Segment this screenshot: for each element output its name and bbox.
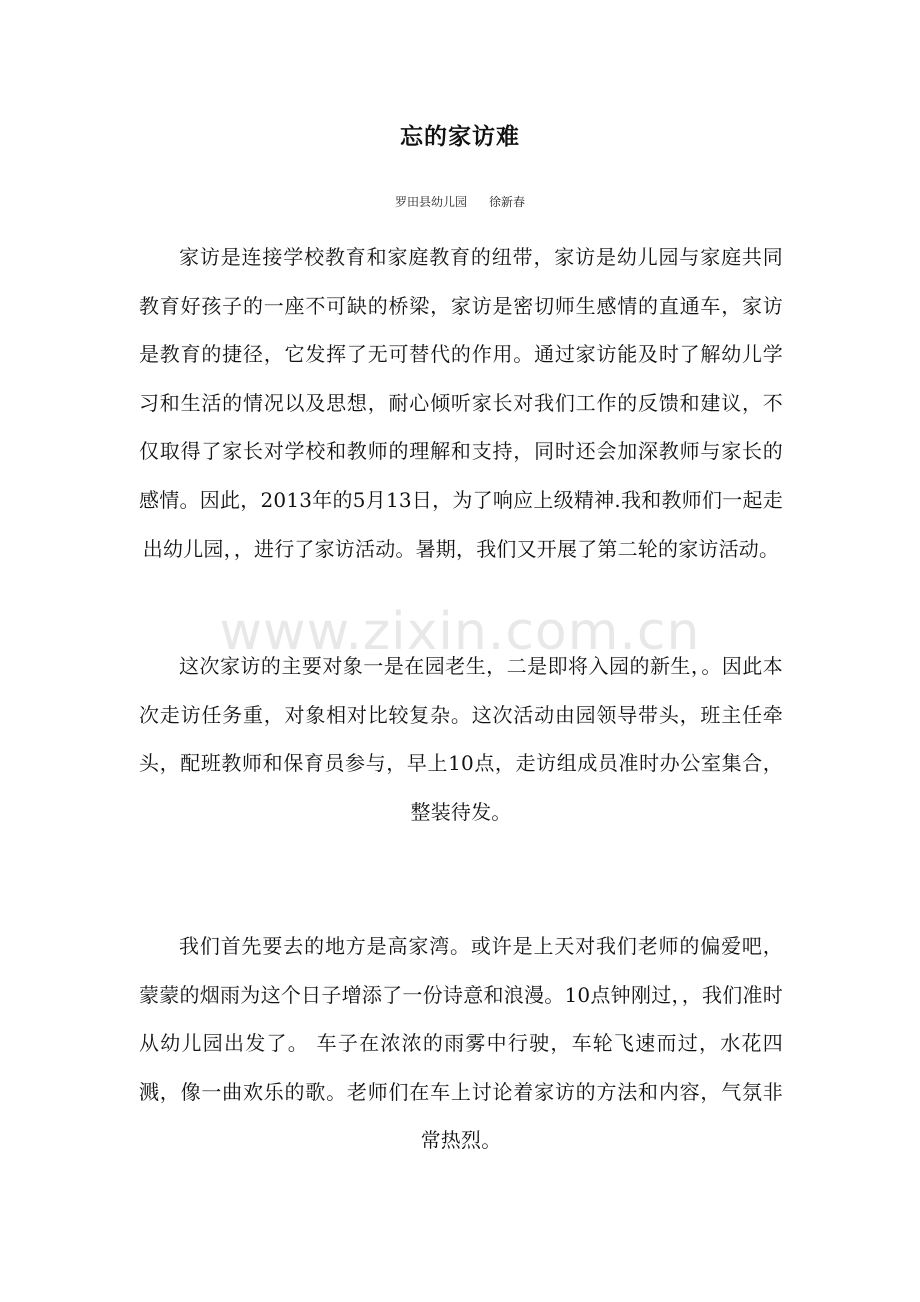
paragraph-2: 这次家访的主要对象一是在园老生，二是即将入园的新生，。因此本次走访任务重，对象相对比较复杂。这次活动由园领导带头，班主任牵头，配班教师和保育员参与，早上10点，走访组成员准时办公室集合，整装待发。 — [139, 654, 783, 824]
byline-author: 徐新春 — [489, 195, 526, 209]
byline-organization: 罗田县幼儿园 — [394, 195, 467, 209]
paragraph-3: 我们首先要去的地方是高家湾。或许是上天对我们老师的偏爱吧，蒙蒙的烟雨为这个日子增添了一份诗意和浪漫。10点钟刚过，，我们准时从幼儿园出发了。 车子在浓浓的雨雾中行驶，车轮飞速而过，水花四溅，像一曲欢乐的歌。老师们在车上讨论着家访的方法和内容，气氛非常热烈。 — [139, 934, 783, 1153]
document-title: 忘的家访难 — [400, 124, 520, 150]
byline — [0, 193, 920, 210]
paragraph-1: 家访是连接学校教育和家庭教育的纽带，家访是幼儿园与家庭共同教育好孩子的一座不可缺的桥梁，家访是密切师生感情的直通车，家访是教育的捷径，它发挥了无可替代的作用。通过家访能及时了解幼儿学习和生活的情况以及思想，耐心倾听家长对我们工作的反馈和建议，不仅取得了家长对学校和教师的理解和支持，同时还会加深教师与家长的感情。因此，2013年的5月13日，为了响应上级精神.我和教师们一起走出幼儿园，，进行了家访活动。暑期，我们又开展了第二轮的家访活动。 — [139, 245, 783, 561]
watermark: www.zixin.com.cn — [219, 602, 701, 662]
